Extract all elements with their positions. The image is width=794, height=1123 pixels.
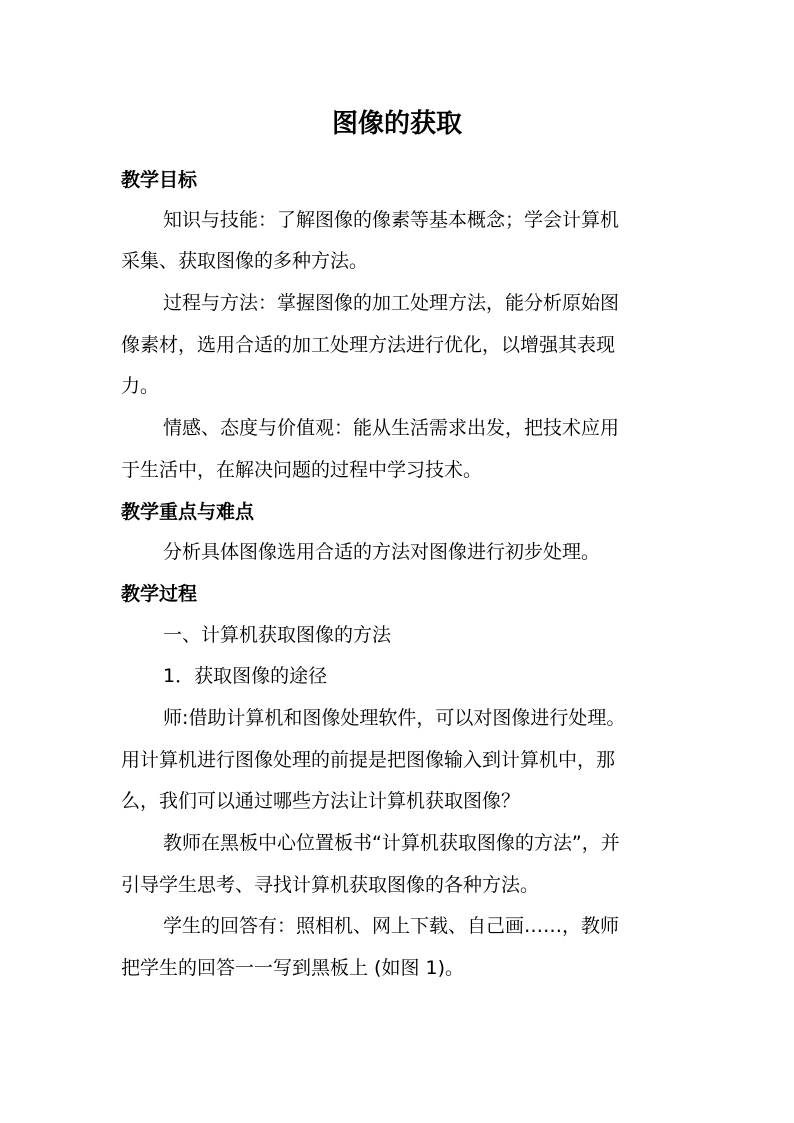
paragraph-line: 情感、态度与价值观：能从生活需求出发，把技术应用 — [163, 417, 620, 439]
paragraph-line: 学生的回答有：照相机、网上下载、自己画……，教师 — [163, 915, 620, 937]
paragraph-line: 教师在黑板中心位置板书“计算机获取图像的方法”，并 — [163, 832, 620, 854]
section-heading-objectives: 教学目标 — [121, 169, 198, 191]
paragraph-line: 1．获取图像的途径 — [163, 665, 328, 687]
paragraph-line: 力。 — [121, 375, 160, 397]
paragraph-line: 把学生的回答一一写到黑板上 (如图 1)。 — [121, 957, 464, 979]
paragraph-line: 分析具体图像选用合适的方法对图像进行初步处理。 — [163, 541, 601, 563]
paragraph-line: 一、计算机获取图像的方法 — [163, 624, 392, 646]
document-title: 图像的获取 — [331, 109, 462, 139]
paragraph-line: 像素材，选用合适的加工处理方法进行优化，以增强其表现 — [121, 334, 616, 356]
paragraph-line: 师:借助计算机和图像处理软件，可以对图像进行处理。 — [163, 707, 626, 729]
paragraph-line: 引导学生思考、寻找计算机获取图像的各种方法。 — [121, 874, 540, 896]
paragraph-line: 么，我们可以通过哪些方法让计算机获取图像？ — [121, 790, 521, 812]
paragraph-line: 于生活中，在解决问题的过程中学习技术。 — [121, 459, 483, 481]
paragraph-line: 用计算机进行图像处理的前提是把图像输入到计算机中，那 — [121, 749, 616, 771]
paragraph-line: 过程与方法：掌握图像的加工处理方法，能分析原始图 — [163, 292, 620, 314]
section-heading-key-points: 教学重点与难点 — [121, 501, 255, 523]
paragraph-line: 采集、获取图像的多种方法。 — [121, 250, 369, 272]
paragraph-line: 知识与技能：了解图像的像素等基本概念；学会计算机 — [163, 209, 620, 231]
section-heading-process: 教学过程 — [121, 583, 198, 605]
